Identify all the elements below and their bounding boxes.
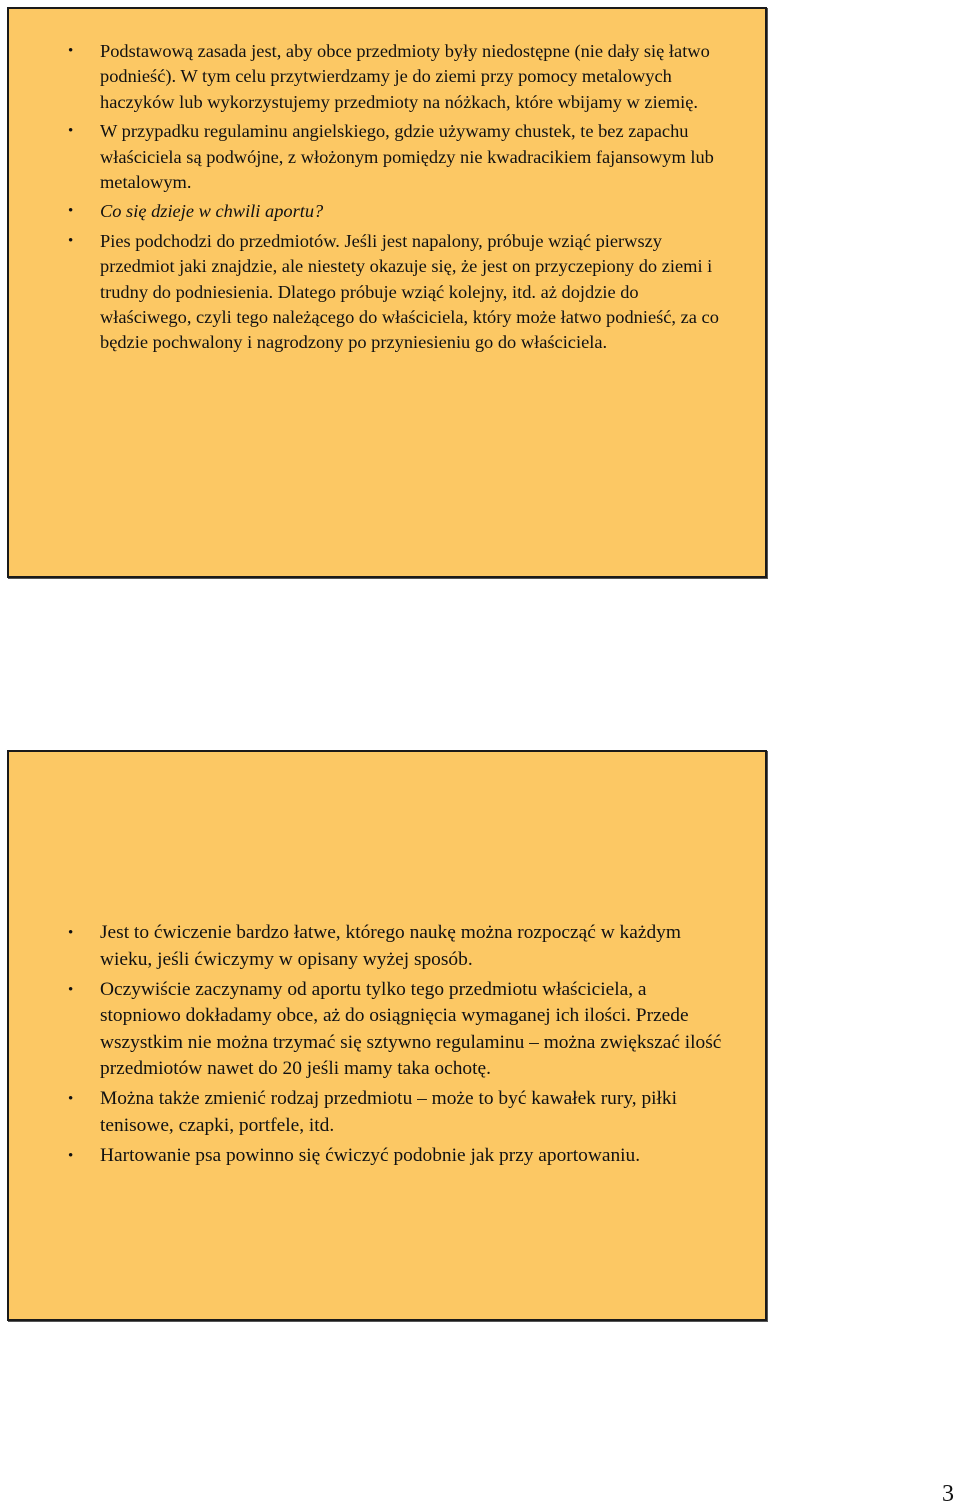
bullet-text: Pies podchodzi do przedmiotów. Jeśli jest napalony, próbuje wziąć pierwszy przedmiot jaki znajdzie, ale niestety okazuje się, że jest on przyczepiony do ziemi i trudny do podniesienia. Dlatego próbuje wziąć kolejny, itd. aż dojdzie do właściwego, czyli tego należącego do właściciela, który może łatwo podnieść, za co będzie pochwalony i nagrodzony po przyniesieniu go do właściciela. [100,230,719,353]
bullet-icon: • [68,1091,74,1108]
bullet-item [68,1143,725,1170]
bullet-text: Oczywiście zaczynamy od aportu tylko tego przedmiotu właściciela, a stopniowo dokładamy obce, aż do osiągnięcia wymaganej ich ilości. Przede wszystkim nie można trzymać się sztywno regulaminu – można zwiększać ilość przedmiotów nawet do 20 jeśli mamy taka ochotę. [100,978,722,1080]
bullet-icon: • [68,1147,74,1164]
bullet-item [68,1086,725,1139]
bullet-icon: • [68,203,74,220]
bullet-text: Hartowanie psa powinno się ćwiczyć podobnie jak przy aportowaniu. [100,1144,641,1166]
bullet-text: Jest to ćwiczenie bardzo łatwe, którego naukę można rozpocząć w każdym wieku, jeśli ćwiczymy w opisany wyżej sposób. [100,922,681,970]
bullet-item [68,119,725,195]
bullet-icon: • [68,232,74,249]
bullet-icon: • [68,981,74,998]
bullet-icon: • [68,925,74,941]
slide-1 [7,7,767,578]
bullet-icon: • [68,123,74,140]
bullet-list [68,39,725,360]
bullet-item [68,39,725,115]
page-number: 3 [942,1481,954,1507]
bullet-text: Podstawową zasada jest, aby obce przedmioty były niedostępne (nie dały się łatwo podnieść). W tym celu przytwierdzamy je do ziemi przy pomocy metalowych haczyków lub wykorzystujemy przedmioty na nóżkach, które wbijamy w ziemię. [100,41,710,112]
bullet-text: Można także zmienić rodzaj przedmiotu – może to być kawałek rury, piłki tenisowe, czapki, portfele, itd. [100,1088,678,1136]
bullet-list [68,920,725,1173]
bullet-item [68,920,725,973]
bullet-text: W przypadku regulaminu angielskiego, gdzie używamy chustek, te bez zapachu właściciela są podwójne, z włożonym pomiędzy nie kwadracikiem fajansowym lub metalowym. [100,121,714,193]
bullet-item [68,977,725,1083]
bullet-item [68,199,725,224]
bullet-item [68,229,725,356]
bullet-text-question: Co się dzieje w chwili aportu? [100,201,324,222]
bullet-icon: • [68,43,74,59]
slide-2 [7,750,767,1321]
